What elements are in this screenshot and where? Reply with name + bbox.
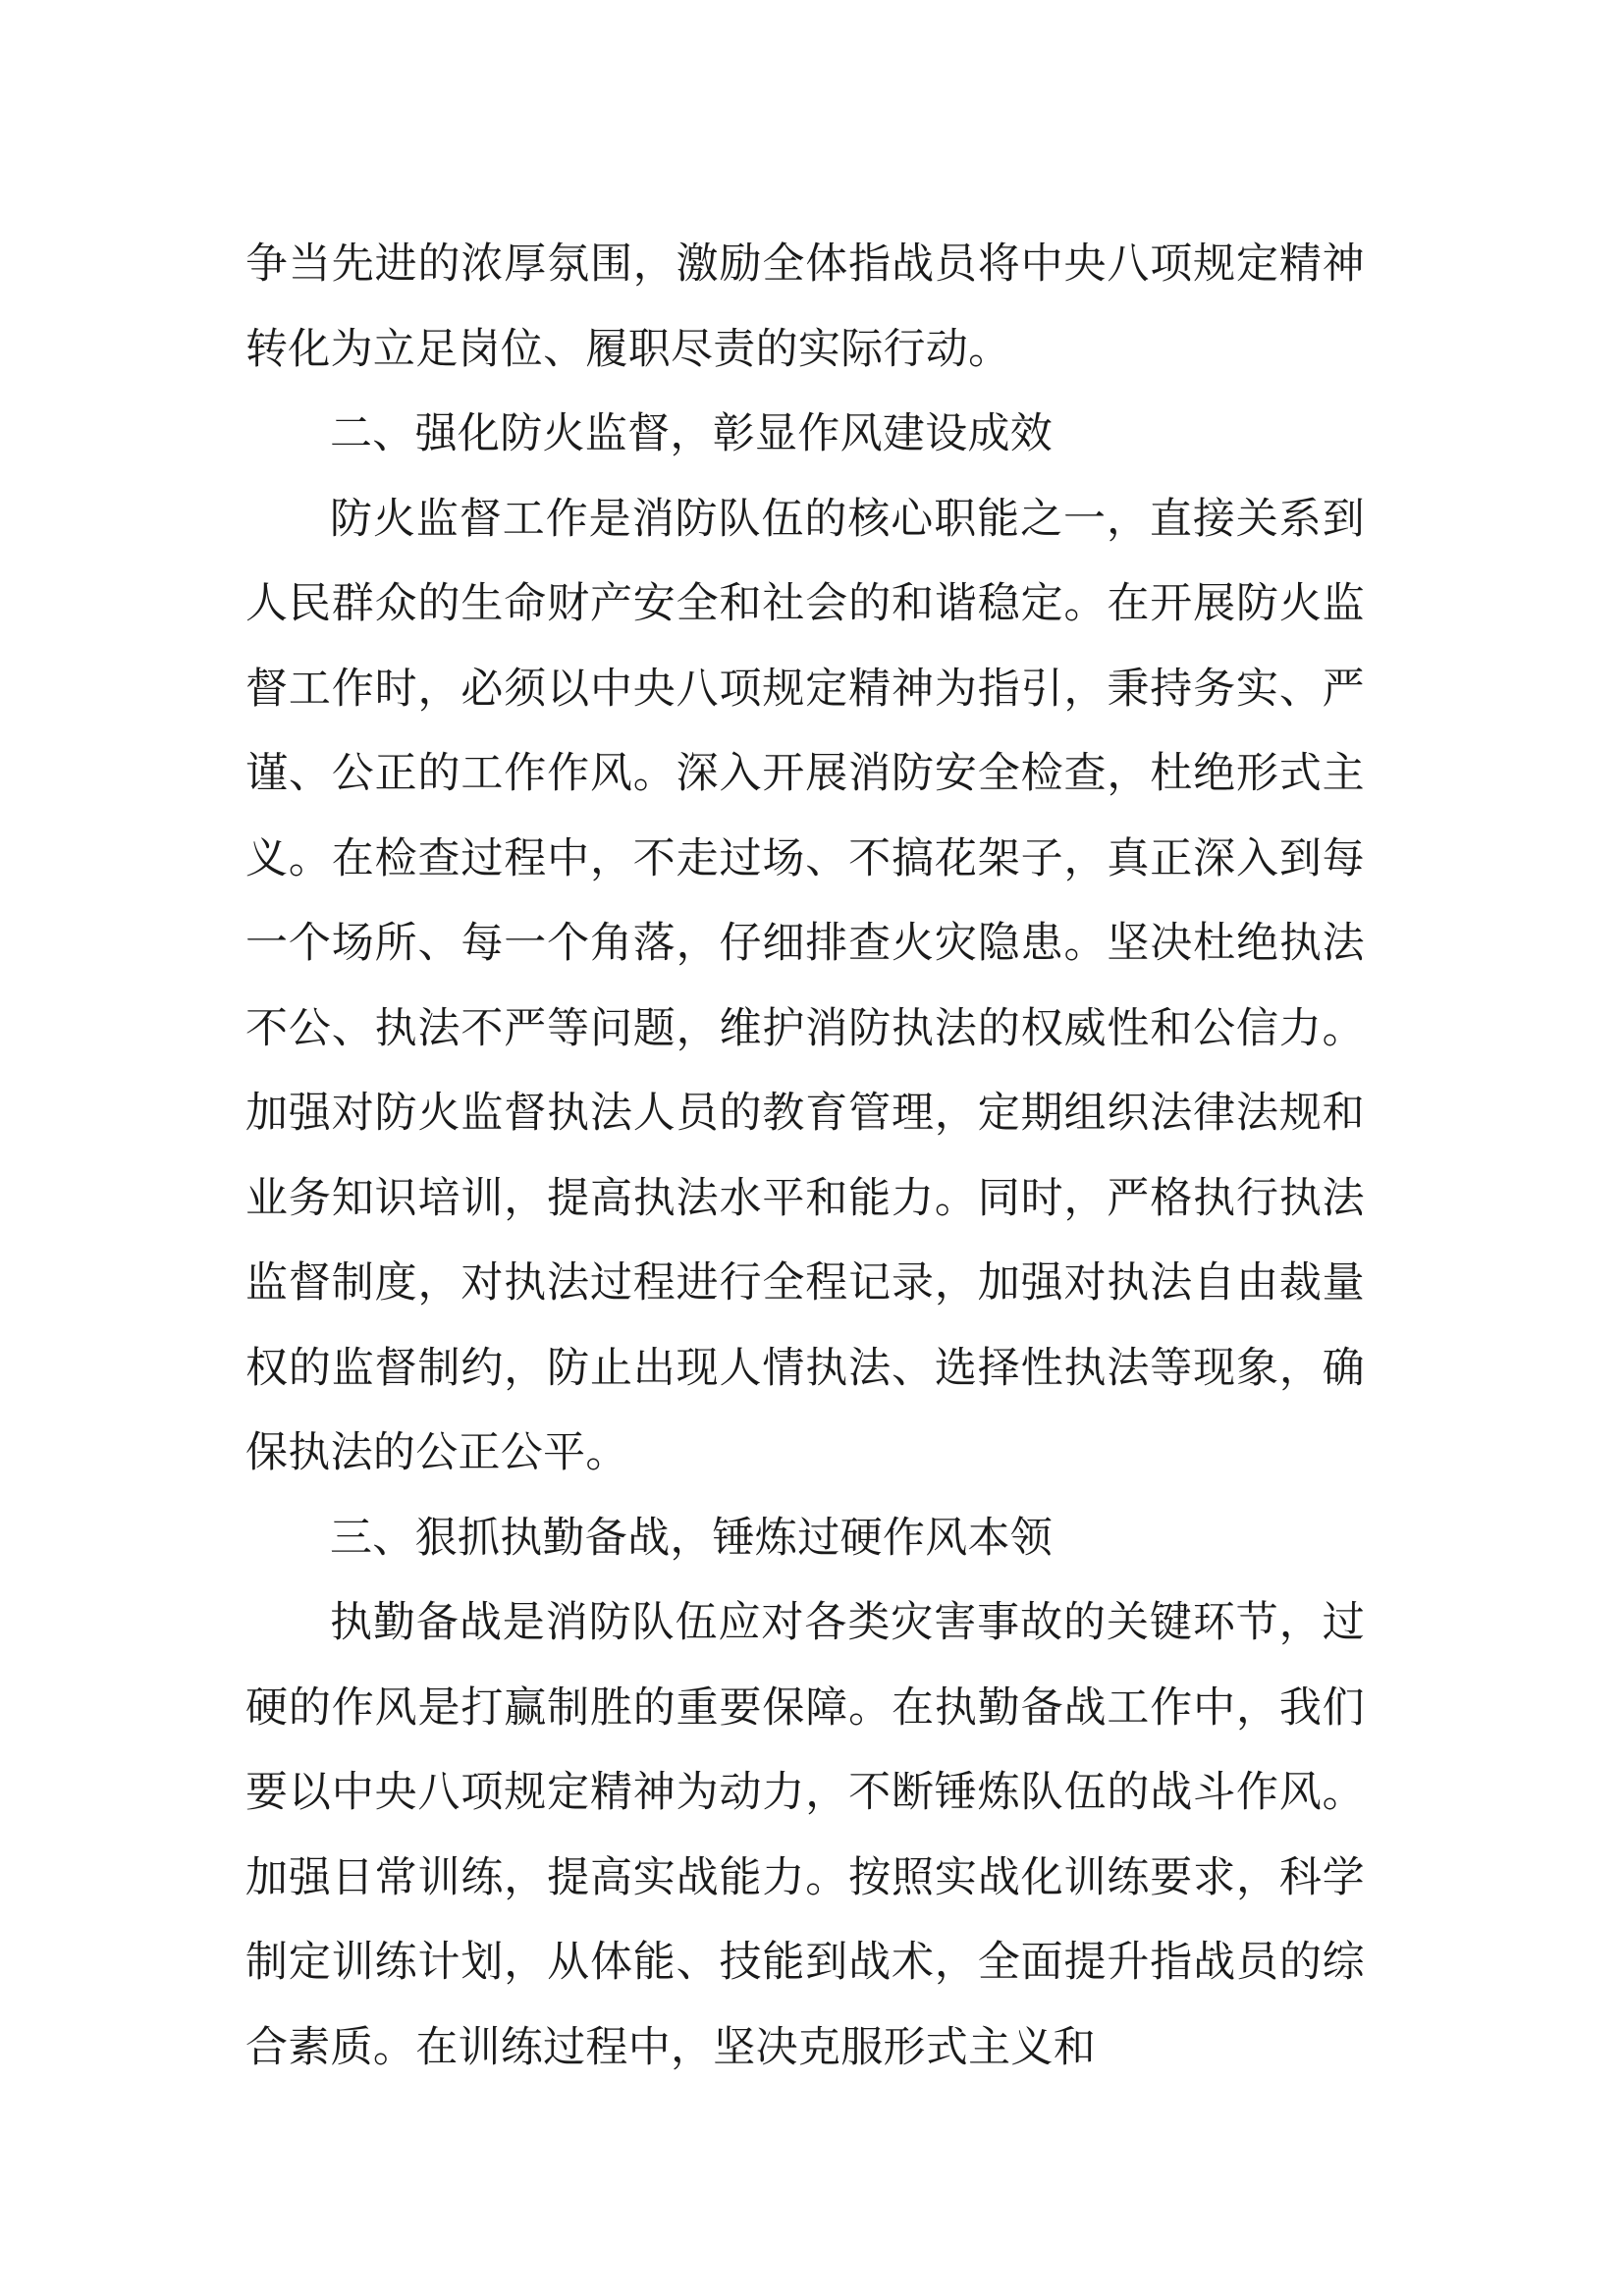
section-heading-2: 二、强化防火监督，彰显作风建设成效: [330, 409, 1054, 458]
document-body: [245, 222, 1365, 2090]
paragraph-continued: 争当先进的浓厚氛围，激励全体指战员将中央八项规定精神转化为立足岗位、履职尽责的实际行动。: [245, 240, 1365, 374]
section-heading-3: 三、狠抓执勤备战，锤炼过硬作风本领: [330, 1513, 1054, 1563]
paragraph-fire-supervision: 防火监督工作是消防队伍的核心职能之一，直接关系到人民群众的生命财产安全和社会的和谐稳定。在开展防火监督工作时，必须以中央八项规定精神为指引，秉持务实、严谨、公正的工作作风。深入开展消防安全检查，杜绝形式主义。在检查过程中，不走过场、不搞花架子，真正深入到每一个场所、每一个角落，仔细排查火灾隐患。坚决杜绝执法不公、执法不严等问题，维护消防执法的权威性和公信力。加强对防火监督执法人员的教育管理，定期组织法律法规和业务知识培训，提高执法水平和能力。同时，严格执行执法监督制度，对执法过程进行全程记录，加强对执法自由裁量权的监督制约，防止出现人情执法、选择性执法等现象，确保执法的公正公平。: [245, 494, 1365, 1477]
paragraph-duty-readiness: 执勤备战是消防队伍应对各类灾害事故的关键环节，过硬的作风是打赢制胜的重要保障。在执勤备战工作中，我们要以中央八项规定精神为动力，不断锤炼队伍的战斗作风。加强日常训练，提高实战能力。按照实战化训练要求，科学制定训练计划，从体能、技能到战术，全面提升指战员的综合素质。在训练过程中，坚决克服形式主义和: [245, 1598, 1365, 2072]
